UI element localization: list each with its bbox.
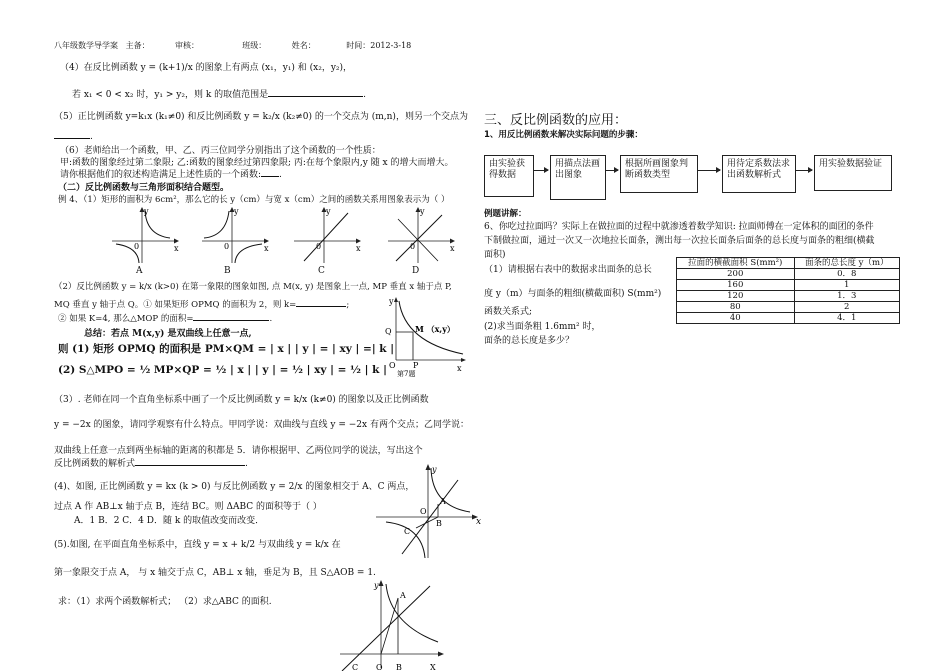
table-row <box>677 313 900 324</box>
q4-answer-blank[interactable] <box>268 96 363 97</box>
graph-d-origin: 0 <box>410 242 416 251</box>
section2-title: （二）反比例函数与三角形面积结合题型。 <box>58 183 230 193</box>
q2-line2: MQ 垂直 y 轴于点 Q。① 如果矩形 OPMQ 的面积为 2，则 k= ; <box>54 300 350 310</box>
fig4-b-label: B <box>436 519 442 528</box>
graph-b <box>198 205 270 265</box>
q4-line1: （4）在反比例函数 y = (k+1)/x 的图象上有两点 (x₁，y₁) 和 (x₂，y₂)， <box>60 63 353 73</box>
q3-line4-text: 反比例函数的解析式 <box>54 459 136 469</box>
figure-7 <box>383 296 468 376</box>
choice-b-label: B <box>224 266 231 276</box>
figure-q4 <box>372 462 484 560</box>
graph-b-x-label: x <box>264 244 269 253</box>
fig7-caption: 第7题 <box>397 370 416 378</box>
q5b-line1: (5).如图, 在平面直角坐标系中，直线 y = x + k/2 与双曲线 y = k/x 在 <box>54 540 341 550</box>
steps-title: 1、用反比例函数来解决实际问题的步骤： <box>484 130 643 140</box>
fig4-a-label: A <box>440 497 446 506</box>
section3-title: 三、反比例函数的应用： <box>484 113 628 128</box>
q2-line1: （2）反比例函数 y = k/x (k>0) 在第一象限的图象如图, 点 M(x, y) 是图象上一点, MP 垂直 x 轴于点 P, <box>54 282 452 292</box>
graph-d-x-label: x <box>450 244 455 253</box>
q5b-line3: 求：（1）求两个函数解析式； （2）求△ABC 的面积. <box>58 597 272 607</box>
table-header-length: 面条的总长度 y（m） <box>794 258 899 269</box>
r-q6-sub1a: （1）请根据右表中的数据求出面条的总长 <box>484 265 652 275</box>
fig4-x-label: x <box>476 517 482 527</box>
q5b-line2: 第一象限交于点 A， 与 x 轴交于点 C，AB⊥ x 轴，垂足为 B，且 S△AOB = 1. <box>54 568 376 578</box>
table-cell: 1 <box>794 280 899 291</box>
q3-line3: 双曲线上任意一点到两坐标轴的距离的积都是 5．请你根据甲、乙两位同学的说法，写出这个 <box>54 446 423 456</box>
q2-line3: ② 如果 K=4, 那么△MOP 的面积= . <box>58 314 273 324</box>
formula-1: 则 (1) 矩形 OPMQ 的面积是 PM×QM = | x | | y | = | xy | =| k | <box>58 343 395 355</box>
flow-arrow-1 <box>534 170 548 171</box>
fig7-m-label: M （x,y） <box>415 324 455 334</box>
q5-answer-blank[interactable]: . <box>54 132 93 143</box>
fig5-b-label: B <box>396 663 402 671</box>
fig7-q-label: Q <box>385 327 392 336</box>
fig7-p-label: P <box>413 361 419 370</box>
q6-line3: 请你根据他们的叙述构造满足上述性质的一个函数: . <box>60 170 282 180</box>
flow-step-2: 用描点法画出图象 <box>550 155 606 200</box>
table-header-area: 拉面的横截面积 S(mm²) <box>677 258 795 269</box>
q3-line2: y = −2x 的图象，请同学观察有什么特点。甲同学说：双曲线与直线 y = −2x 有两个交点；乙同学说： <box>54 420 469 430</box>
table-cell: 200 <box>677 269 795 280</box>
graph-c-y-label: y <box>326 207 331 216</box>
table-cell: 120 <box>677 291 795 302</box>
fig7-o-label: O <box>389 361 396 370</box>
flow-step-4: 用待定系数法求出函数解析式 <box>722 155 796 193</box>
table-cell: 2 <box>794 302 899 313</box>
table-cell: 0．8 <box>794 269 899 280</box>
fig4-o-label: O <box>420 507 427 516</box>
r-q6-line3: 面积) <box>484 250 506 260</box>
q2-area-blank[interactable] <box>193 320 269 321</box>
fig4-y-label: y <box>432 465 437 474</box>
graph-a-y-label: y <box>144 207 149 216</box>
flow-step-3: 根据所画图象判断函数类型 <box>620 155 698 193</box>
flow-arrow-2 <box>606 170 618 171</box>
q3-line1: （3）. 老师在同一个直角坐标系中画了一个反比例函数 y = k/x (k≠0) 的图象以及正比例函数 <box>54 395 429 405</box>
fig5-o-label: O <box>376 663 383 671</box>
summary-line: 总结：若点 M(x,y) 是双曲线上任意一点, <box>84 329 252 339</box>
r-q6-sub1c: 函数关系式; <box>484 307 533 317</box>
choice-d-label: D <box>412 266 420 276</box>
table-header-row <box>677 258 900 269</box>
q6-answer-blank[interactable] <box>261 176 279 177</box>
flow-step-5: 用实验数据验证 <box>814 155 892 191</box>
table-row <box>677 280 900 291</box>
fig5-a-label: A <box>400 591 406 600</box>
q4b-line1: (4)、如图, 正比例函数 y = kx (k > 0) 与反比例函数 y = 2/x 的图象相交于 A、C 两点， <box>54 482 415 492</box>
ex4-line: 例 4、（1）矩形的面积为 6cm²，那么它的长 y（cm）与宽 x（cm）之间的函数关系用图象表示为（ ） <box>58 195 450 205</box>
graph-b-origin: 0 <box>224 242 230 251</box>
table-row <box>677 302 900 313</box>
table-cell: 160 <box>677 280 795 291</box>
fig5-y-label: y <box>374 581 379 590</box>
q6-line3-text: 请你根据他们的叙述构造满足上述性质的一个函数: <box>60 170 262 180</box>
q6-line1: （6）老师给出一个函数，甲、乙、丙三位同学分别指出了这个函数的一个性质： <box>60 146 381 156</box>
q2-line2-text: MQ 垂直 y 轴于点 Q。① 如果矩形 OPMQ 的面积为 2，则 k= <box>54 300 297 310</box>
flow-arrow-4 <box>796 170 812 171</box>
example-title: 例题讲解： <box>484 209 527 219</box>
table-cell: 1．3 <box>794 291 899 302</box>
q3-answer-blank[interactable] <box>135 465 245 466</box>
graph-a-origin: 0 <box>134 242 140 251</box>
q4-line2-text: 若 x₁ < 0 < x₂ 时，y₁ > y₂，则 k 的取值范围是 <box>72 90 269 100</box>
r-q6-line2: 下制做拉面，通过一次又一次地拉长面条，测出每一次拉长面条后面条的总长度与面条的粗细(横截 <box>484 236 875 246</box>
q6-line2: 甲:函数的图象经过第二象限; 乙:函数的图象经过第四象限; 丙:在每个象限内,y 随 x 的增大而增大。 <box>60 158 454 168</box>
table-cell: 4．1 <box>794 313 899 324</box>
r-q6-sub2b: 面条的总长度是多少？ <box>484 336 575 346</box>
noodle-data-table <box>676 257 900 324</box>
table-row <box>677 291 900 302</box>
graph-c-origin: 0 <box>316 242 322 251</box>
graph-b-y-label: y <box>234 207 239 216</box>
header-line: 八年级数学导学案 主备： 审核： 班级： 姓名： 时间：2012-3-18 <box>54 41 412 50</box>
graph-a <box>108 205 180 265</box>
formula-2: (2) S△MPO = ½ MP×QP = ½ | x | | y | = ½ | xy | = ½ | k | <box>58 364 387 376</box>
flow-arrow-3 <box>698 170 720 171</box>
r-q6-sub2a: (2)求当面条粗 1.6mm² 时， <box>484 322 601 332</box>
fig5-x-label: X <box>430 663 436 671</box>
table-cell: 80 <box>677 302 795 313</box>
fig5-c-label: C <box>352 663 359 671</box>
fig4-c-label: C <box>404 527 411 536</box>
choice-c-label: C <box>318 266 325 276</box>
graph-d-y-label: y <box>420 207 425 216</box>
flow-step-1: 由实验获得数据 <box>484 155 534 197</box>
table-row <box>677 269 900 280</box>
table-cell: 40 <box>677 313 795 324</box>
q4-line2: 若 x₁ < 0 < x₂ 时，y₁ > y₂，则 k 的取值范围是 . <box>72 90 367 100</box>
graph-d <box>384 205 456 265</box>
q2-line3-text: ② 如果 K=4, 那么△MOP 的面积= <box>58 314 194 324</box>
r-q6-sub1b: 度 y（m）与面条的粗细(横截面积) S(mm²) <box>484 289 662 299</box>
q4b-choices: A．1 B．2 C．4 D．随 k 的取值改变而改变． <box>74 516 265 526</box>
graph-a-x-label: x <box>174 244 179 253</box>
graph-c <box>290 205 362 265</box>
q3-line4: 反比例函数的解析式 . <box>54 459 248 469</box>
figure-q5 <box>334 576 446 671</box>
graph-c-x-label: x <box>356 244 361 253</box>
q2-k-blank[interactable] <box>296 306 346 307</box>
fig7-x-label: x <box>457 364 462 373</box>
q4b-line2: 过点 A 作 AB⊥x 轴于点 B，连结 BC。则 ΔABC 的面积等于（ ） <box>54 502 322 512</box>
fig7-y-label: y <box>389 297 394 306</box>
choice-a-label: A <box>136 266 143 276</box>
r-q6-line1: 6、你吃过拉面吗？实际上在做拉面的过程中就渗透着数学知识: 拉面师傅在一定体积的面团的条件 <box>484 222 874 232</box>
q5-line1: （5）正比例函数 y=k₁x (k₁≠0) 和反比例函数 y = k₂/x (k₂≠0) 的一个交点为 (m,n)，则另一个交点为 <box>54 112 468 122</box>
